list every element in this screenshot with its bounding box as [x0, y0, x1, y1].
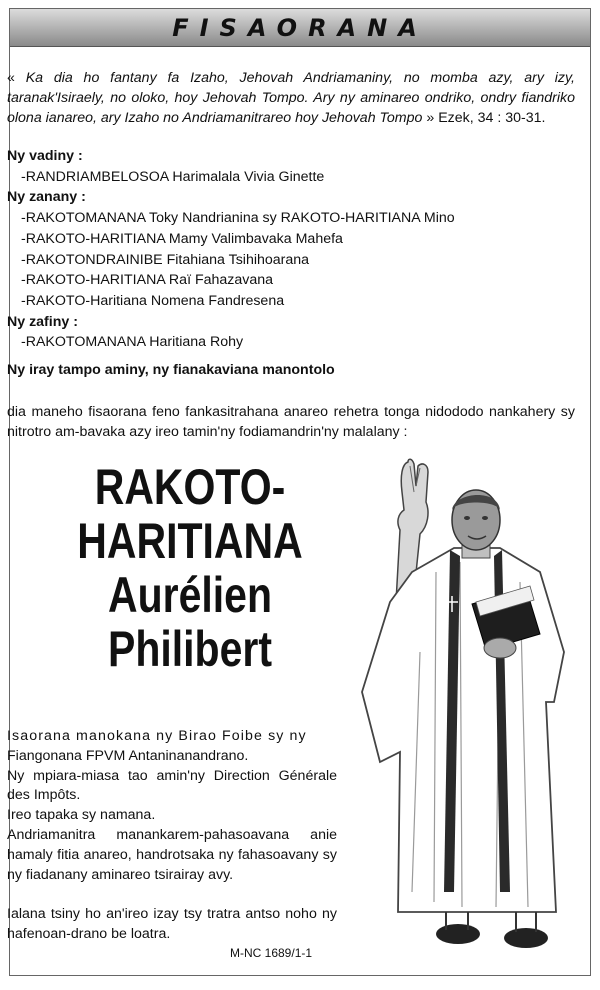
thanks-line: Ny mpiara-miasa tao amin'ny Direction Générale des Impôts.: [7, 767, 337, 804]
intro-text: dia maneho fisaorana feno fankasitrahana anareo rehetra tonga nidododo nankahery sy nitrotro am-bavaka azy ireo tamin'ny fodiamandrin'ny malalany :: [7, 404, 575, 440]
name-line: RAKOTO-: [94, 459, 286, 515]
thanks-line: Andriamanitra manankarem-pahasoavana anie hamaly fitia anareo, handrotsaka ny fahasoavany sy ny fiadanany aminareo tsirairay avy.: [7, 826, 337, 883]
vadiny-label: Ny vadiny :: [7, 148, 83, 164]
name-line: Philibert: [107, 621, 273, 677]
zanany-item: -RAKOTO-HARITIANA Raï Fahazavana: [21, 272, 274, 289]
zafiny-label: Ny zafiny :: [7, 313, 78, 330]
verse-reference: Ezek, 34 : 30-31.: [438, 110, 546, 126]
thanks-line: Fiangonana FPVM Antaninanandrano.: [7, 747, 249, 764]
thanks-line: Ireo tapaka sy namana.: [7, 807, 156, 824]
verse-close-quote: »: [426, 110, 435, 126]
verse-text: Ka dia ho fantany fa Izaho, Jehovah Andriamaniny, no momba azy, ary izy, taranak'Isiraely, no oloko, hoy Jehovah Tompo. Ary ny aminareo ondriko, ondry fiandriko olona ianareo, ary Izaho no Andriamanitrareo hoy Jehovah Tompo: [7, 70, 575, 126]
pastor-portrait-icon: [350, 452, 582, 962]
zanany-label: Ny zanany :: [7, 189, 86, 206]
verse-open-quote: «: [7, 70, 15, 86]
zanany-item: -RAKOTO-HARITIANA Mamy Valimbavaka Mahefa: [21, 230, 343, 247]
thanks-line: Isaorana manokana ny Birao Foibe sy ny: [7, 728, 307, 744]
zanany-item: -RAKOTOMANANA Toky Nandrianina sy RAKOTO-HARITIANA Mino: [21, 210, 455, 227]
reference-code: M-NC 1689/1-1: [230, 946, 313, 960]
family-line: Ny iray tampo aminy, ny fianakaviana manontolo: [7, 362, 335, 379]
thanks-text: [7, 727, 337, 945]
header-banner: [10, 9, 590, 47]
thanks-line: Ialana tsiny ho an'ireo izay tsy tratra antso noho ny hafenoan-drano be loatra.: [7, 906, 337, 943]
deceased-name: [51, 460, 330, 676]
bible-verse: [7, 68, 575, 128]
zafiny-item: -RAKOTOMANANA Haritiana Rohy: [21, 334, 244, 351]
zanany-item: -RAKOTONDRAINIBE Fitahiana Tsihihoarana: [21, 251, 310, 268]
vadiny-item: -RANDRIAMBELOSOA Harimalala Vivia Ginette: [21, 168, 325, 185]
name-line: Aurélien: [107, 567, 273, 623]
name-line: HARITIANA: [77, 513, 303, 569]
header-title: FISAORANA: [172, 13, 428, 42]
family-list: [7, 146, 575, 381]
zanany-item: -RAKOTO-Haritiana Nomena Fandresena: [21, 292, 285, 309]
